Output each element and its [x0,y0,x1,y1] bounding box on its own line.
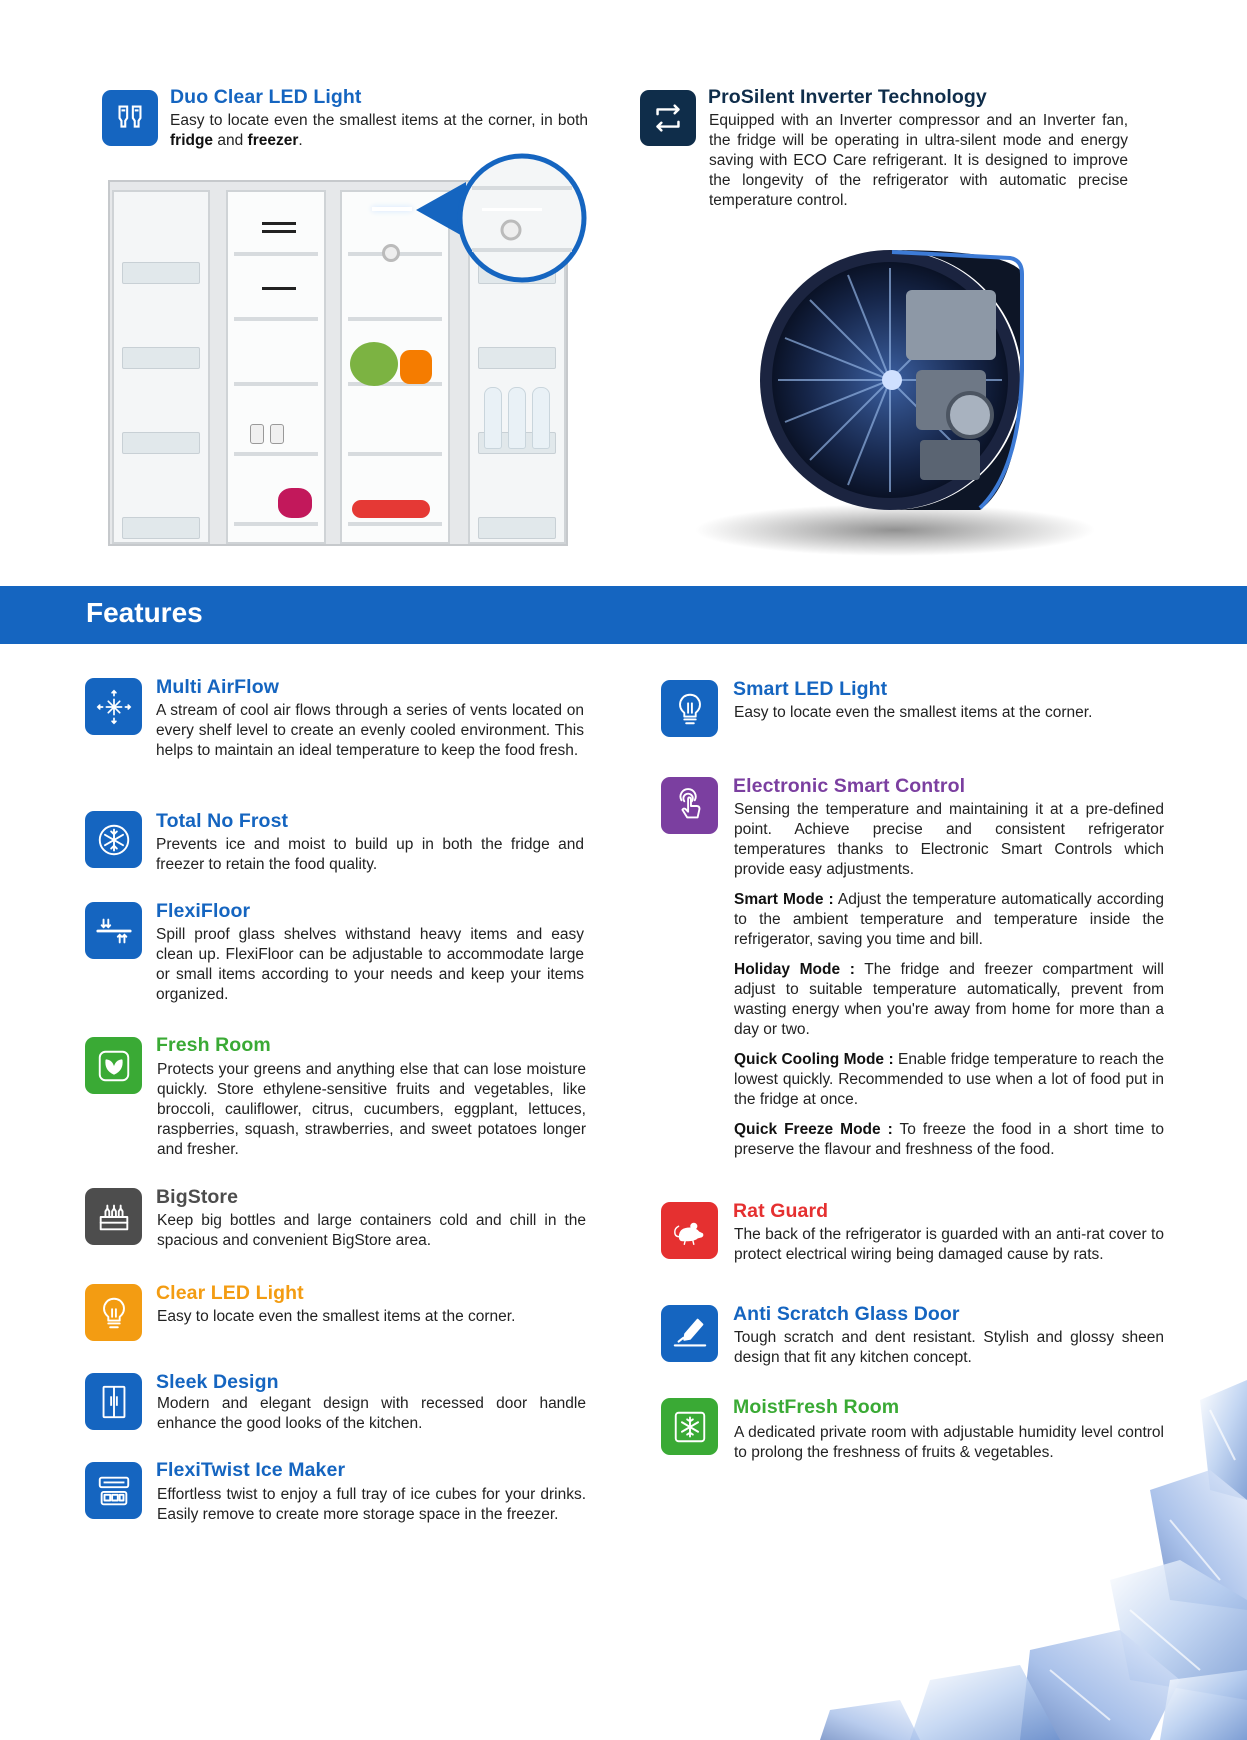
ice-cubes-decoration [730,1380,1247,1740]
esc-intro: Sensing the temperature and maintaining it at a pre-defined point. Achieve precise and consistent refrigerator temperatures thanks to Electronic Smart Controls which provide easy adjustments. [734,801,1164,878]
quick-cooling-label: Quick Cooling Mode : [734,1051,894,1068]
bottles-icon [85,1188,142,1245]
prosilent-desc: Equipped with an Inverter compressor and an Inverter fan, the fridge will be operating in ultra-silent mode and energy saving with ECO Care refrigerant. It is designed to improve the longevity of the refrigerator with automatic precise temperature control. [709,112,1128,209]
smart-bulb-icon [661,680,718,737]
led-bulbs-icon [102,90,158,146]
quick-cooling-text: Enable fridge temperature to reach the lowest quickly. Recommended to use when a lot of food put in the fridge at once. [734,1051,1164,1108]
compressor-illustration [680,230,1110,560]
rat-icon [661,1202,718,1259]
smart-mode-text: Adjust the temperature automatically according to the ambient temperature and temperature inside the refrigerator, saving you time and bill. [734,891,1164,948]
touch-hand-icon [661,777,718,834]
smart-led-desc: Easy to locate even the smallest items at the corner. [734,704,1093,721]
left-door [112,190,210,544]
flexitwist-title: FlexiTwist Ice Maker [156,1459,346,1481]
multi-airflow-desc: A stream of cool air flows through a series of vents located on every shelf level to create an evenly cooled environment. This helps to maintain an ideal temperature to keep the food fresh. [156,702,584,759]
zoom-callout [410,148,590,288]
multi-airflow-title: Multi AirFlow [156,676,279,698]
airflow-icon [85,678,142,735]
fresh-room-title: Fresh Room [156,1034,271,1056]
smart-mode-label: Smart Mode : [734,891,834,908]
anti-scratch-desc: Tough scratch and dent resistant. Stylish and glossy sheen design that fit any kitchen concept. [734,1329,1164,1366]
sleek-design-title: Sleek Design [156,1371,279,1393]
moistfresh-desc: A dedicated private room with adjustable humidity level control to prolong the freshness of fruits & vegetables. [734,1424,1164,1461]
features-band [0,586,1247,644]
period: . [298,132,303,149]
holiday-mode-label: Holiday Mode : [734,961,855,978]
and-word: and [213,132,248,149]
total-no-frost-desc: Prevents ice and moist to build up in both the fridge and freezer to retain the food quality. [156,836,584,873]
fresh-room-desc: Protects your greens and anything else that can lose moisture quickly. Store ethylene-sensitive fruits and vegetables, like broccoli, cauliflower, citrus, cucumbers, eggplant, lettuces, raspberries, squash, strawberries, and sweet potatoes longer and fresher. [157,1061,586,1158]
freezer-word: freezer [247,132,299,149]
total-no-frost-title: Total No Frost [156,810,289,832]
quick-freeze-mode [734,1120,1164,1160]
duo-led-desc [170,111,588,151]
holiday-mode-text: The fridge and freezer compartment will adjust to suitable temperature automatically, prevent from wasting energy when you're away from home for more than a day or two. [734,961,1164,1038]
flexi-floor-icon [85,902,142,959]
inverter-arrows-icon [640,90,696,146]
flexifloor-desc: Spill proof glass shelves withstand heavy items and easy clean up. FlexiFloor can be adjustable to accommodate large or small items according to your needs and keep your items organized. [156,926,584,1003]
flexifloor-title: FlexiFloor [156,900,251,922]
bigstore-title: BigStore [156,1186,239,1208]
clear-led-desc: Easy to locate even the smallest items at the corner. [157,1308,516,1325]
anti-scratch-title: Anti Scratch Glass Door [733,1303,960,1325]
duo-led-title: Duo Clear LED Light [170,86,362,108]
quick-freeze-text: To freeze the food in a short time to preserve the flavour and freshness of the food. [734,1121,1165,1158]
snowflake-box-icon [661,1398,718,1455]
smart-mode [734,890,1164,950]
holiday-mode [734,960,1164,1040]
snowflake-icon [85,811,142,868]
fridge-word: fridge [170,132,214,149]
features-heading: Features [86,597,203,628]
smart-led-title: Smart LED Light [733,678,888,700]
freezer-cabinet [226,190,326,544]
esc-desc [734,800,1164,1160]
bigstore-desc: Keep big bottles and large containers cold and chill in the spacious and convenient BigStore area. [157,1212,586,1249]
bulb-icon [85,1284,142,1341]
door-icon [85,1373,142,1430]
leaf-icon [85,1037,142,1094]
moistfresh-title: MoistFresh Room [733,1396,900,1418]
rat-guard-title: Rat Guard [733,1200,829,1222]
flexitwist-desc: Effortless twist to enjoy a full tray of ice cubes for your drinks. Easily remove to create more storage space in the freezer. [157,1486,586,1523]
scratch-pen-icon [661,1305,718,1362]
rat-guard-desc: The back of the refrigerator is guarded with an anti-rat cover to protect electrical wiring being damaged cause by rats. [734,1226,1164,1263]
quick-cooling-mode [734,1050,1164,1110]
prosilent-title: ProSilent Inverter Technology [708,86,987,108]
sleek-design-desc: Modern and elegant design with recessed door handle enhance the good looks of the kitchen. [157,1395,586,1432]
duo-led-desc-text: Easy to locate even the smallest items at the corner, in both [170,112,588,129]
ice-tray-icon [85,1462,142,1519]
quick-freeze-label: Quick Freeze Mode : [734,1121,893,1138]
clear-led-title: Clear LED Light [156,1282,304,1304]
esc-title: Electronic Smart Control [733,775,966,797]
